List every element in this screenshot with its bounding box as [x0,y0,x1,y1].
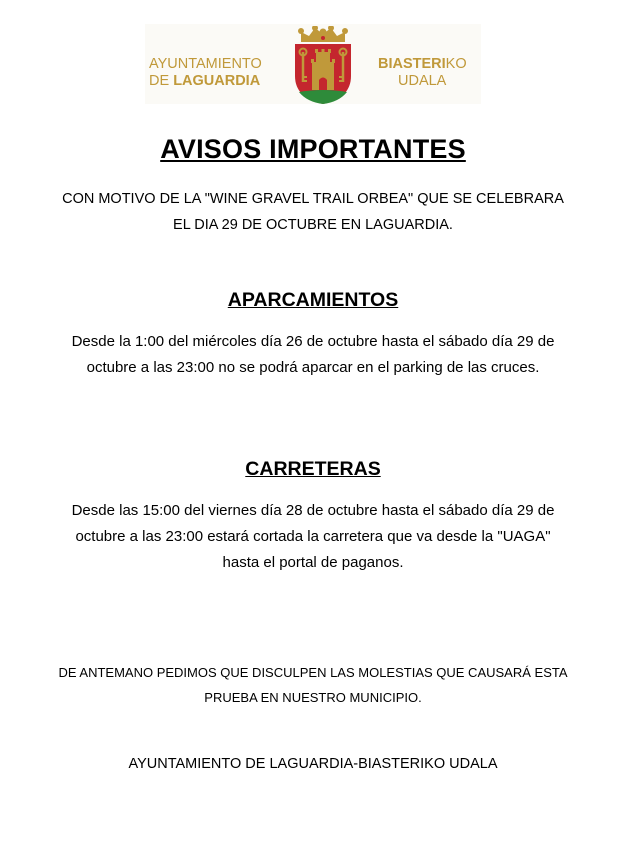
signature: AYUNTAMIENTO DE LAGUARDIA-BIASTERIKO UDALA [128,756,498,772]
org-es-laguardia: LAGUARDIA [173,73,261,89]
org-es-line2: DE LAGUARDIA [149,73,261,89]
municipal-header [145,24,481,104]
org-eu-line1: BIASTERIKO [378,56,467,72]
org-es-line1: AYUNTAMIENTO [149,56,262,72]
org-name-spanish [149,56,287,90]
section-text-roads: Desde las 15:00 del viernes día 28 de octubre hasta el sábado día 29 de octubre a las 23:00 estará cortada la carretera que va desde la "UAGA" hasta el portal de paganos. [71,502,555,571]
notice-intro: CON MOTIVO DE LA "WINE GRAVEL TRAIL ORBEA" QUE SE CELEBRARA EL DIA 29 DE OCTUBRE EN LAGUARDIA. [62,191,564,233]
org-name-basque [378,56,488,90]
org-eu-line2: UDALA [398,73,447,89]
closing-apology: DE ANTEMANO PEDIMOS QUE DISCULPEN LAS MOLESTIAS QUE CAUSARÁ ESTA PRUEBA EN NUESTRO MUNICIPIO. [58,665,568,705]
section-heading-parking: APARCAMIENTOS [227,289,399,311]
section-text-parking: Desde la 1:00 del miércoles día 26 de octubre hasta el sábado día 29 de octubre a las 23:00 no se podrá aparcar en el parking de las cruces. [71,333,555,376]
coat-of-arms-icon [287,26,359,104]
notice-title: AVISOS IMPORTANTES [160,134,466,164]
section-heading-roads: CARRETERAS [245,458,381,480]
